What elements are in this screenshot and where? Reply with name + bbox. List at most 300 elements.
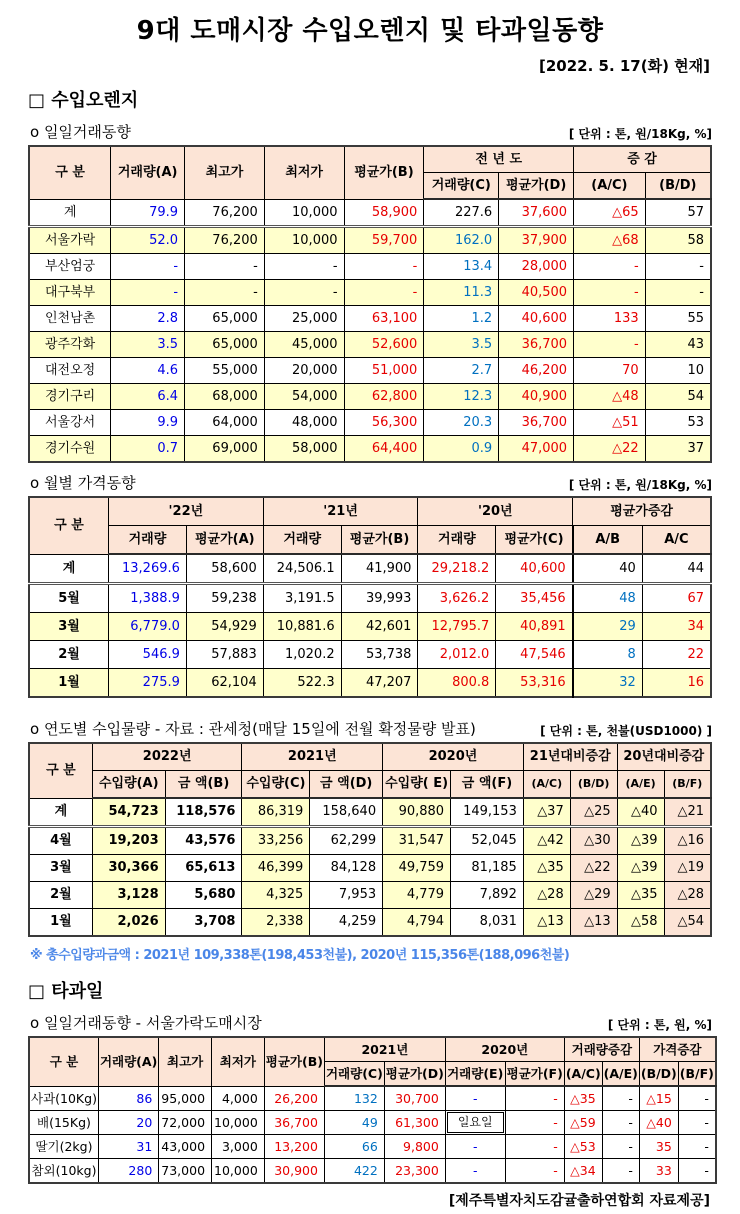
- cell-text: 16: [687, 675, 704, 690]
- cell-text: 서울강서: [44, 415, 96, 430]
- cell-text: 2,026: [117, 914, 159, 929]
- cell-text: 53,316: [520, 675, 566, 690]
- cell: [109, 669, 187, 698]
- header-cell: [98, 1037, 158, 1086]
- cell-text: 48: [619, 591, 636, 606]
- daily-orange-caption: o 일일거래동향: [30, 123, 131, 141]
- cell-text: -: [634, 285, 639, 300]
- cell-text: 36,700: [521, 337, 568, 352]
- cell: [645, 227, 711, 254]
- cell-text: 40,600: [521, 311, 568, 326]
- header-cell: [383, 771, 451, 799]
- cell: [29, 280, 111, 306]
- header-cell: [424, 173, 499, 200]
- cell-text: 35,456: [520, 591, 566, 606]
- cell-text: -: [553, 1139, 558, 1154]
- table-row: [29, 855, 711, 882]
- cell: [344, 306, 424, 332]
- cell-text: 2021년: [287, 749, 337, 764]
- cell-text: 3월: [50, 860, 72, 875]
- monthly-price-table: [28, 496, 712, 698]
- cell-text: 72,000: [161, 1115, 206, 1130]
- cell: [570, 798, 617, 827]
- cell: [159, 1111, 212, 1135]
- cell-text: 40,891: [520, 619, 566, 634]
- cell-text: 29: [619, 619, 636, 634]
- cell: [496, 641, 573, 669]
- cell: [324, 1159, 384, 1184]
- cell: [424, 332, 499, 358]
- cell-text: △39: [630, 860, 658, 875]
- cell-text: (B/D): [640, 1066, 677, 1081]
- cell-text: 118,576: [176, 804, 236, 819]
- cell-text: 58,000: [292, 441, 338, 456]
- cell-text: 51,000: [371, 363, 418, 378]
- cell: [29, 1159, 98, 1184]
- cell-text: 58,900: [371, 204, 418, 220]
- yearly-import-caption: o 연도별 수입물량 - 자료 : 관세청(매달 15일에 전월 확정물량 발표): [30, 720, 476, 738]
- header-cell: [523, 743, 617, 771]
- cell: [29, 358, 111, 384]
- header-cell: [109, 526, 187, 555]
- header-row: [29, 146, 711, 173]
- cell: [602, 1111, 639, 1135]
- cell-text: 7,953: [338, 887, 377, 902]
- cell-text: 37: [687, 441, 704, 456]
- daily-orange-caption-row: [30, 121, 712, 142]
- cell-text: 거래량(A): [99, 1054, 158, 1070]
- cell: [645, 199, 711, 227]
- cell-text: 일요일: [447, 1112, 504, 1133]
- cell: [344, 280, 424, 306]
- cell: [384, 1086, 445, 1111]
- cell-text: 1,020.2: [284, 647, 335, 662]
- cell: [418, 641, 496, 669]
- cell: [98, 1086, 158, 1111]
- cell-text: 32: [619, 675, 636, 690]
- header-row: [29, 743, 711, 771]
- cell: [499, 384, 574, 410]
- table-row: [29, 332, 711, 358]
- header-row: [29, 771, 711, 799]
- cell: [159, 1159, 212, 1184]
- cell-text: 40,600: [520, 561, 566, 576]
- daily-fruit-table: [28, 1036, 712, 1184]
- cell: [165, 909, 242, 937]
- cell: [678, 1111, 716, 1135]
- cell-text: 9.9: [157, 415, 179, 430]
- cell-text: 422: [353, 1163, 378, 1178]
- cell: [645, 410, 711, 436]
- cell: [29, 669, 109, 698]
- header-cell: [29, 743, 92, 798]
- cell: [445, 1086, 505, 1111]
- daily-orange-table: [28, 145, 712, 463]
- cell-text: 73,000: [161, 1163, 206, 1178]
- cell: [645, 436, 711, 463]
- cell-text: 132: [353, 1091, 378, 1106]
- cell-text: 70: [622, 363, 639, 378]
- cell-text: A/B: [595, 532, 621, 547]
- cell: [264, 332, 344, 358]
- cell: [341, 641, 418, 669]
- cell-text: 65,000: [212, 337, 258, 352]
- cell-text: -: [412, 285, 418, 300]
- cell-text: 거래량: [283, 532, 322, 547]
- cell-text: -: [253, 259, 258, 274]
- cell-text: 평균가(D): [505, 178, 567, 193]
- cell-text: △40: [630, 804, 658, 819]
- cell-text: 61,300: [395, 1115, 439, 1130]
- header-cell: [617, 743, 711, 771]
- cell: [424, 410, 499, 436]
- cell: [383, 855, 451, 882]
- cell-text: 증 감: [627, 152, 657, 167]
- header-cell: [445, 1062, 505, 1087]
- cell: [445, 1159, 505, 1184]
- cell-text: △40: [646, 1115, 672, 1130]
- cell-text: 3.5: [471, 337, 493, 352]
- cell-text: (A/C): [591, 178, 628, 193]
- cell-text: 구 분: [46, 762, 76, 778]
- cell: [570, 855, 617, 882]
- cell-text: 수입량(C): [246, 776, 306, 791]
- cell: [264, 306, 344, 332]
- table-row: [29, 798, 711, 827]
- cell-text: 69,000: [212, 441, 258, 456]
- cell: [424, 358, 499, 384]
- cell: [445, 1111, 505, 1135]
- cell-text: -: [704, 1139, 709, 1154]
- cell-text: -: [628, 1163, 633, 1178]
- cell-text: △28: [677, 887, 704, 902]
- cell: [642, 613, 711, 641]
- cell-text: △13: [584, 914, 611, 929]
- cell: [341, 613, 418, 641]
- cell: [574, 306, 646, 332]
- cell: [29, 798, 92, 827]
- cell-text: 64,400: [371, 441, 418, 456]
- header-cell: [564, 1062, 602, 1087]
- cell: [263, 669, 341, 698]
- cell: [574, 254, 646, 280]
- cell-text: 43,576: [185, 833, 236, 848]
- cell: [341, 669, 418, 698]
- cell-text: 36,700: [274, 1115, 318, 1130]
- cell-text: (B/F): [672, 777, 703, 790]
- cell: [383, 798, 451, 827]
- cell-text: 53,738: [365, 647, 412, 662]
- cell-text: (A/E): [625, 777, 656, 790]
- cell: [574, 332, 646, 358]
- page-title: 9대 도매시장 수입오렌지 및 타과일동향: [136, 16, 604, 46]
- cell: [264, 384, 344, 410]
- cell-text: 54,929: [211, 619, 257, 634]
- cell: [573, 554, 643, 584]
- cell-text: △39: [630, 833, 658, 848]
- cell: [602, 1159, 639, 1184]
- cell-text: 6,779.0: [130, 619, 180, 634]
- cell: [111, 199, 185, 227]
- cell-text: 21년대비증감: [529, 749, 611, 764]
- table-row: [29, 280, 711, 306]
- cell: [98, 1111, 158, 1135]
- cell: [29, 613, 109, 641]
- cell-text: 경기구리: [44, 389, 96, 404]
- cell: [573, 613, 643, 641]
- header-cell: [324, 1037, 445, 1062]
- cell-text: 12.3: [463, 389, 493, 404]
- cell-text: 67: [687, 591, 704, 606]
- cell-text: 24,506.1: [276, 561, 335, 576]
- cell: [570, 827, 617, 855]
- cell-text: 47,000: [521, 441, 568, 456]
- cell-text: △22: [612, 441, 639, 456]
- header-cell: [264, 1037, 324, 1086]
- cell: [523, 882, 570, 909]
- cell: [186, 584, 263, 613]
- cell-text: '21년: [323, 504, 358, 519]
- cell: [264, 1086, 324, 1111]
- cell-text: 4,000: [221, 1090, 258, 1106]
- cell-text: 42,601: [365, 619, 412, 634]
- cell: [185, 280, 265, 306]
- cell-text: 딸기(2kg): [35, 1139, 93, 1154]
- header-cell: [602, 1062, 639, 1087]
- cell: [29, 306, 111, 332]
- cell-text: △34: [570, 1163, 596, 1178]
- header-cell: [617, 771, 664, 799]
- header-cell: [574, 146, 711, 173]
- cell: [186, 641, 263, 669]
- cell: [424, 384, 499, 410]
- cell: [424, 199, 499, 227]
- daily-fruit-caption-row: [30, 1012, 712, 1033]
- yearly-import-caption-row: [30, 718, 712, 739]
- cell: [424, 280, 499, 306]
- cell: [111, 280, 185, 306]
- cell-text: 4,779: [406, 887, 445, 902]
- header-cell: [499, 173, 574, 200]
- cell: [159, 1086, 212, 1111]
- cell-text: △65: [612, 205, 639, 220]
- cell: [451, 798, 524, 827]
- cell-text: -: [699, 259, 704, 274]
- cell: [499, 280, 574, 306]
- cell: [496, 669, 573, 698]
- cell: [109, 641, 187, 669]
- header-cell: [573, 497, 711, 526]
- cell: [499, 199, 574, 227]
- cell-text: 평균가(F): [506, 1066, 563, 1081]
- cell-text: 4,259: [338, 914, 377, 929]
- cell-text: 58: [687, 233, 704, 248]
- cell: [212, 1086, 265, 1111]
- cell-text: 40,900: [521, 389, 568, 404]
- section-heading-other-fruit: □ 타과일: [28, 981, 104, 1002]
- cell: [451, 855, 524, 882]
- table-row: [29, 827, 711, 855]
- cell-text: 522.3: [297, 675, 335, 690]
- cell: [564, 1135, 602, 1159]
- cell: [678, 1135, 716, 1159]
- cell: [564, 1111, 602, 1135]
- cell-text: 금 액(F): [461, 776, 513, 791]
- cell: [242, 882, 310, 909]
- table-row: [29, 554, 711, 584]
- cell-text: -: [553, 1163, 558, 1178]
- data-provider-footer: [제주특별자치도감귤출하연합회 자료제공]: [448, 1193, 710, 1209]
- cell: [344, 254, 424, 280]
- cell-text: 36,700: [521, 415, 568, 430]
- table-row: [29, 410, 711, 436]
- table-row: [29, 584, 711, 613]
- table-row: [29, 1135, 716, 1159]
- cell: [418, 554, 496, 584]
- cell-text: -: [472, 1163, 478, 1178]
- cell-text: 31: [136, 1139, 153, 1154]
- cell-text: 5월: [58, 591, 80, 606]
- cell-text: 거래량(E): [447, 1066, 504, 1081]
- cell-text: 13.4: [463, 259, 493, 274]
- cell-text: 33,256: [257, 833, 304, 848]
- cell: [242, 855, 310, 882]
- yearly-import-table: [28, 742, 712, 937]
- cell: [29, 227, 111, 254]
- cell: [185, 436, 265, 463]
- cell-text: 47,207: [365, 675, 412, 690]
- header-cell: [341, 526, 418, 555]
- cell-text: -: [253, 285, 258, 300]
- cell-text: 구 분: [54, 518, 84, 534]
- header-cell: [242, 771, 310, 799]
- cell: [264, 199, 344, 227]
- cell-text: 5,680: [194, 887, 236, 902]
- cell: [424, 254, 499, 280]
- cell-text: -: [628, 1139, 633, 1154]
- header-cell: [639, 1037, 715, 1062]
- cell-text: 35: [655, 1139, 672, 1154]
- cell: [186, 554, 263, 584]
- cell: [505, 1111, 564, 1135]
- cell: [344, 199, 424, 227]
- cell-text: 3,626.2: [439, 591, 490, 606]
- cell-text: △28: [537, 887, 564, 902]
- cell-text: 계: [54, 803, 68, 819]
- header-cell: [29, 146, 111, 199]
- cell: [324, 1086, 384, 1111]
- header-cell: [29, 497, 109, 554]
- cell-text: △25: [584, 804, 611, 819]
- cell: [617, 855, 664, 882]
- cell: [639, 1159, 678, 1184]
- daily-orange-unit: [ 단위 : 톤, 원/18Kg, %]: [568, 127, 712, 141]
- cell: [310, 882, 383, 909]
- cell: [574, 358, 646, 384]
- cell-text: 86: [136, 1090, 153, 1106]
- cell-text: 52.0: [149, 233, 179, 248]
- cell: [242, 827, 310, 855]
- table-row: [29, 254, 711, 280]
- cell-text: 2021년: [361, 1042, 409, 1057]
- cell-text: △35: [630, 887, 658, 902]
- cell: [109, 613, 187, 641]
- cell-text: 58,600: [211, 561, 257, 576]
- cell-text: 거래량증감: [571, 1042, 633, 1057]
- cell-text: 149,153: [463, 804, 517, 819]
- cell-text: 3,000: [221, 1139, 258, 1154]
- yearly_import-grid: [28, 742, 712, 937]
- header-cell: [242, 743, 383, 771]
- cell-text: 1월: [50, 914, 72, 929]
- cell: [263, 554, 341, 584]
- cell: [617, 827, 664, 855]
- cell: [92, 855, 165, 882]
- cell-text: 금 액(D): [320, 776, 373, 791]
- cell-text: 65,000: [212, 311, 258, 326]
- cell-text: △48: [612, 389, 639, 404]
- table-row: [29, 1086, 716, 1111]
- cell-text: 거래량(C): [325, 1066, 383, 1081]
- cell-text: -: [173, 259, 179, 274]
- cell-text: 최고가: [167, 1054, 204, 1070]
- cell: [29, 1135, 98, 1159]
- cell: [451, 909, 524, 937]
- cell-text: -: [628, 1091, 633, 1106]
- cell: [264, 1159, 324, 1184]
- cell: [523, 855, 570, 882]
- cell-text: 162.0: [454, 233, 493, 248]
- cell-text: 59,238: [211, 591, 257, 606]
- cell: [451, 882, 524, 909]
- cell: [645, 358, 711, 384]
- cell-text: 46,200: [521, 363, 568, 378]
- cell: [29, 436, 111, 463]
- yearly-import-unit: [ 단위 : 톤, 천불(USD1000) ]: [540, 724, 712, 738]
- cell-text: 3월: [58, 619, 80, 634]
- header-cell: [383, 743, 524, 771]
- cell: [523, 909, 570, 937]
- cell: [564, 1159, 602, 1184]
- cell: [264, 227, 344, 254]
- cell-text: 90,880: [398, 804, 445, 819]
- cell-text: 거래량(C): [431, 178, 491, 193]
- cell-text: (A/C): [565, 1066, 601, 1081]
- daily_fruit-grid: [28, 1036, 717, 1184]
- header-cell: [451, 771, 524, 799]
- cell-text: 3,191.5: [284, 591, 335, 606]
- cell-text: 3,708: [194, 914, 236, 929]
- cell: [418, 613, 496, 641]
- cell-text: (B/D): [577, 777, 610, 790]
- header-cell: [570, 771, 617, 799]
- cell-text: 10,000: [292, 204, 338, 220]
- cell-text: 거래량: [438, 532, 476, 547]
- cell-text: -: [704, 1163, 709, 1178]
- total-import-note: ※ 총수입량과금액 : 2021년 109,338톤(198,453천불), 2020년 115,356톤(188,096천불): [30, 948, 570, 963]
- cell-text: 44: [687, 561, 704, 576]
- cell: [165, 855, 242, 882]
- cell-text: 20,000: [292, 363, 338, 378]
- cell-text: 2.8: [157, 311, 179, 326]
- cell-text: 800.8: [452, 675, 490, 690]
- cell-text: △21: [677, 804, 704, 819]
- cell-text: 13,269.6: [122, 561, 180, 576]
- cell: [264, 410, 344, 436]
- cell-text: 39,993: [365, 591, 412, 606]
- cell-text: 8,031: [479, 914, 517, 929]
- cell: [310, 855, 383, 882]
